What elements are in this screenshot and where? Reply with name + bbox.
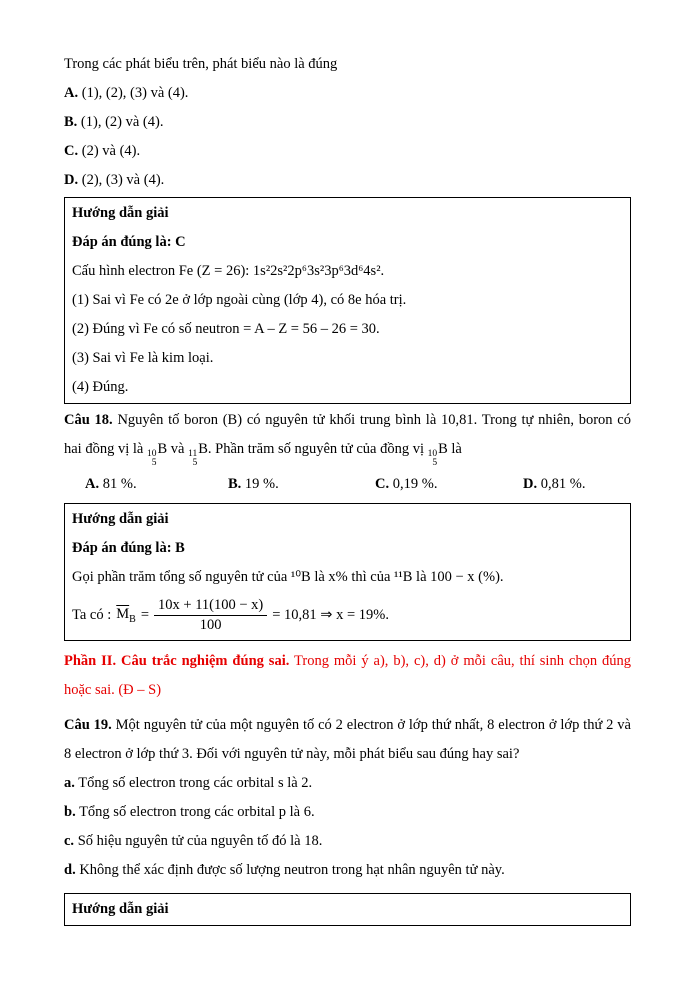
- q18-option-d: [523, 468, 631, 501]
- q17-option-d: [64, 166, 631, 195]
- option-label: A.: [85, 476, 100, 492]
- q18-option-c: [375, 468, 523, 501]
- q17-solution-box: [64, 197, 631, 404]
- q18-solution-box: [64, 503, 631, 641]
- fraction: [154, 596, 267, 635]
- option-label: C.: [64, 143, 79, 159]
- question-text: . Phần trăm số nguyên tử của đồng vị: [207, 441, 428, 457]
- statement-label: d.: [64, 862, 76, 878]
- fraction-denominator: 100: [199, 617, 222, 633]
- symbol-subscript: B: [129, 613, 136, 625]
- atomic-number: 5: [151, 458, 157, 468]
- mass-number: 10: [427, 449, 438, 459]
- element-symbol: B: [198, 441, 208, 457]
- option-text: 81 %.: [99, 476, 137, 492]
- fraction-numerator: 10x + 11(100 − x): [154, 596, 267, 616]
- option-label: D.: [64, 172, 79, 188]
- q17-option-a: [64, 79, 631, 108]
- statement-text: Không thể xác định được số lượng neutron trong hạt nhân nguyên tử này.: [75, 862, 505, 878]
- option-label: B.: [64, 114, 78, 130]
- average-mass-symbol: $\overline{M}_B$: [116, 606, 136, 625]
- solution-title: Hướng dẫn giải: [72, 511, 169, 527]
- q18-option-b: [228, 468, 375, 501]
- question-text: Một nguyên tử của một nguyên tố có 2 electron ở lớp thứ nhất, 8 electron ở lớp thứ 2 và 8 electron ở lớp thứ 3. Đối với nguyên tử này, mỗi phát biểu sau đúng hay sai?: [64, 717, 631, 762]
- option-text: (1), (2), (3) và (4).: [78, 85, 189, 101]
- mass-number: 11: [188, 449, 198, 459]
- q19-statement-a: [64, 769, 631, 798]
- part2-heading: [64, 647, 631, 705]
- option-text: (1), (2) và (4).: [77, 114, 164, 130]
- solution-formula: [72, 592, 623, 639]
- question-text: và: [167, 441, 189, 457]
- isotope-notation: [147, 435, 167, 468]
- q17-option-c: [64, 137, 631, 166]
- q17-prompt: Trong các phát biểu trên, phát biểu nào là đúng: [64, 56, 338, 72]
- q19-statement-d: [64, 856, 631, 885]
- equals-sign: =: [140, 607, 150, 623]
- solution-line: Gọi phần trăm tổng số nguyên tử của ¹⁰B là x% thì của ¹¹B là 100 − x (%).: [72, 569, 504, 585]
- part2-heading-bold: Phần II. Câu trắc nghiệm đúng sai.: [64, 653, 290, 669]
- option-label: B.: [228, 476, 242, 492]
- atomic-number: 5: [192, 458, 198, 468]
- isotope-notation: [188, 435, 208, 468]
- option-text: (2), (3) và (4).: [78, 172, 165, 188]
- solution-answer: Đáp án đúng là: B: [72, 540, 185, 556]
- solution-line: (2) Đúng vì Fe có số neutron = A – Z = 56 – 26 = 30.: [72, 321, 380, 337]
- q19-statement-c: [64, 827, 631, 856]
- formula-prefix: Ta có :: [72, 607, 112, 623]
- option-text: (2) và (4).: [78, 143, 141, 159]
- question-number: Câu 19.: [64, 717, 116, 733]
- atomic-number: 5: [432, 458, 438, 468]
- formula-result: = 10,81 ⇒ x = 19%.: [272, 607, 389, 623]
- q19-solution-box: [64, 893, 631, 926]
- question-text: là: [447, 441, 462, 457]
- option-text: 0,19 %.: [389, 476, 438, 492]
- solution-line: (4) Đúng.: [72, 379, 129, 395]
- element-symbol: B: [157, 441, 168, 457]
- element-symbol: B: [438, 441, 448, 457]
- option-label: C.: [375, 476, 390, 492]
- statement-label: c.: [64, 833, 75, 849]
- q19-statement-b: [64, 798, 631, 827]
- option-label: D.: [523, 476, 538, 492]
- solution-title: Hướng dẫn giải: [72, 205, 169, 221]
- question-19: [64, 711, 631, 769]
- option-text: 19 %.: [241, 476, 279, 492]
- question-18: [64, 406, 631, 468]
- statement-text: Tổng số electron trong các orbital s là 2.: [74, 775, 313, 791]
- q18-options-row: [64, 468, 631, 501]
- statement-text: Số hiệu nguyên tử của nguyên tố đó là 18.: [74, 833, 323, 849]
- statement-label: b.: [64, 804, 76, 820]
- q18-option-a: [85, 468, 228, 501]
- solution-title: Hướng dẫn giải: [72, 901, 169, 917]
- part2-heading-rest: Trong mỗi ý a), b), c), d) ở mỗi câu, thí sinh chọn đúng hoặc sai. (Đ – S): [64, 653, 631, 698]
- q17-option-b: [64, 108, 631, 137]
- solution-line: (1) Sai vì Fe có 2e ở lớp ngoài cùng (lớp 4), có 8e hóa trị.: [72, 292, 407, 308]
- option-text: 0,81 %.: [537, 476, 586, 492]
- isotope-notation: [428, 435, 448, 468]
- question-number: Câu 18.: [64, 412, 118, 428]
- solution-line: Cấu hình electron Fe (Z = 26): 1s²2s²2p⁶3s²3p⁶3d⁶4s².: [72, 263, 385, 279]
- mass-number: 10: [146, 449, 157, 459]
- solution-line: (3) Sai vì Fe là kim loại.: [72, 350, 214, 366]
- solution-answer: Đáp án đúng là: C: [72, 234, 186, 250]
- question-text: Nguyên tố boron (B) có nguyên tử khối trung bình là 10,81. Trong tự nhiên, boron có hai đồng vị là: [64, 412, 631, 457]
- statement-label: a.: [64, 775, 75, 791]
- option-label: A.: [64, 85, 79, 101]
- statement-text: Tổng số electron trong các orbital p là 6.: [75, 804, 315, 820]
